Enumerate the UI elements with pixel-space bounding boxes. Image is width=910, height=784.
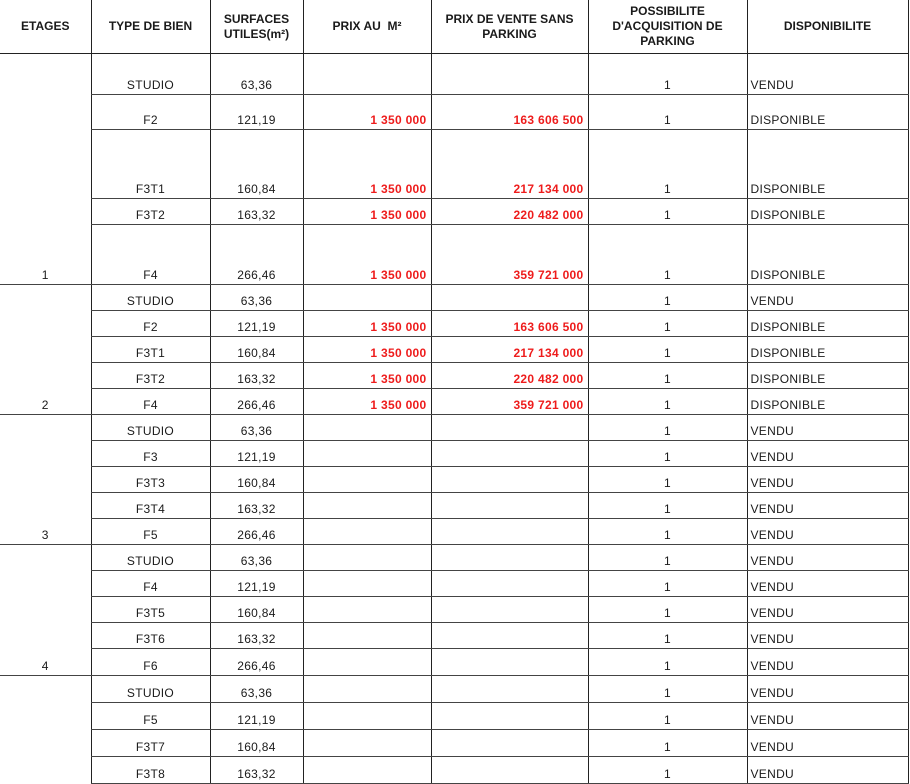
table-row xyxy=(0,415,908,441)
parking-cell: 1 xyxy=(588,571,747,597)
prix-m2-cell xyxy=(303,623,431,649)
table-row xyxy=(0,623,908,649)
surface-cell: 63,36 xyxy=(210,545,303,571)
disponibilite-cell: VENDU xyxy=(747,441,908,467)
parking-cell: 1 xyxy=(588,623,747,649)
table-row xyxy=(0,597,908,623)
header-prix-vente-line2: PARKING xyxy=(482,26,537,41)
surface-cell: 121,19 xyxy=(210,311,303,337)
disponibilite-cell: DISPONIBLE xyxy=(747,389,908,415)
header-disponibilite-label: DISPONIBILITE xyxy=(783,19,872,33)
prix-vente-cell xyxy=(431,623,588,649)
disponibilite-cell: VENDU xyxy=(747,676,908,703)
header-type xyxy=(91,0,210,54)
surface-cell: 63,36 xyxy=(210,415,303,441)
floor-cell xyxy=(0,623,91,649)
surface-cell: 160,84 xyxy=(210,467,303,493)
disponibilite-cell: DISPONIBLE xyxy=(747,363,908,389)
type-cell: F3T1 xyxy=(91,130,210,199)
floor-cell xyxy=(0,95,91,130)
type-cell: STUDIO xyxy=(91,676,210,703)
prix-vente-cell xyxy=(431,597,588,623)
surface-cell: 160,84 xyxy=(210,730,303,757)
surface-cell: 121,19 xyxy=(210,95,303,130)
prix-vente-cell xyxy=(431,54,588,95)
prix-m2-cell: 1 350 000 xyxy=(303,130,431,199)
parking-cell: 1 xyxy=(588,493,747,519)
prix-vente-cell xyxy=(431,415,588,441)
table-row xyxy=(0,703,908,730)
table-row xyxy=(0,54,908,95)
surface-cell: 121,19 xyxy=(210,703,303,730)
floor-cell xyxy=(0,311,91,337)
type-cell: STUDIO xyxy=(91,415,210,441)
parking-cell: 1 xyxy=(588,676,747,703)
prix-vente-cell xyxy=(431,571,588,597)
surface-cell: 266,46 xyxy=(210,519,303,545)
parking-cell: 1 xyxy=(588,441,747,467)
disponibilite-cell: VENDU xyxy=(747,703,908,730)
prix-vente-cell: 217 134 000 xyxy=(431,337,588,363)
prix-m2-cell xyxy=(303,493,431,519)
surface-cell: 266,46 xyxy=(210,225,303,285)
surface-cell: 121,19 xyxy=(210,571,303,597)
prix-vente-cell xyxy=(431,703,588,730)
header-row xyxy=(0,0,908,54)
header-etages xyxy=(0,0,91,54)
header-disponibilite xyxy=(747,0,908,54)
surface-cell: 163,32 xyxy=(210,493,303,519)
type-cell: F3 xyxy=(91,441,210,467)
prix-vente-cell xyxy=(431,676,588,703)
disponibilite-cell: DISPONIBLE xyxy=(747,130,908,199)
prix-vente-cell: 220 482 000 xyxy=(431,363,588,389)
prix-m2-cell xyxy=(303,441,431,467)
prix-vente-cell xyxy=(431,545,588,571)
disponibilite-cell: DISPONIBLE xyxy=(747,337,908,363)
parking-cell: 1 xyxy=(588,467,747,493)
header-etages-label: ETAGES xyxy=(21,19,70,33)
header-type-label: TYPE DE BIEN xyxy=(108,19,193,33)
prix-vente-cell xyxy=(431,285,588,311)
type-cell: F3T3 xyxy=(91,467,210,493)
type-cell: F3T2 xyxy=(91,363,210,389)
disponibilite-cell: VENDU xyxy=(747,519,908,545)
floor-cell xyxy=(0,703,91,730)
table-row xyxy=(0,95,908,130)
table-row xyxy=(0,130,908,199)
floor-cell xyxy=(0,730,91,757)
prix-m2-cell: 1 350 000 xyxy=(303,389,431,415)
disponibilite-cell: VENDU xyxy=(747,285,908,311)
floor-cell: 3 xyxy=(0,519,91,545)
prix-m2-cell xyxy=(303,545,431,571)
parking-cell: 1 xyxy=(588,95,747,130)
floor-cell xyxy=(0,363,91,389)
parking-cell: 1 xyxy=(588,597,747,623)
surface-cell: 160,84 xyxy=(210,597,303,623)
parking-cell: 1 xyxy=(588,730,747,757)
type-cell: F3T8 xyxy=(91,757,210,784)
prix-m2-cell: 1 350 000 xyxy=(303,363,431,389)
floor-cell xyxy=(0,441,91,467)
header-prix-vente-line1: PRIX DE VENTE SANS xyxy=(445,11,574,26)
prix-m2-cell xyxy=(303,649,431,676)
table-row xyxy=(0,493,908,519)
prix-vente-cell: 163 606 500 xyxy=(431,95,588,130)
header-parking xyxy=(588,0,747,54)
floor-cell xyxy=(0,337,91,363)
surface-cell: 63,36 xyxy=(210,54,303,95)
parking-cell: 1 xyxy=(588,389,747,415)
disponibilite-cell: DISPONIBLE xyxy=(747,95,908,130)
header-prix-vente xyxy=(431,0,588,54)
prix-m2-cell: 1 350 000 xyxy=(303,199,431,225)
prix-m2-cell: 1 350 000 xyxy=(303,337,431,363)
header-surfaces xyxy=(210,0,303,54)
disponibilite-cell: VENDU xyxy=(747,571,908,597)
table-row xyxy=(0,676,908,703)
header-parking-line1: POSSIBILITE xyxy=(630,4,705,18)
floor-cell xyxy=(0,199,91,225)
disponibilite-cell: DISPONIBLE xyxy=(747,311,908,337)
type-cell: F6 xyxy=(91,649,210,676)
floor-cell: 2 xyxy=(0,389,91,415)
table-row xyxy=(0,311,908,337)
header-parking-line2: D'ACQUISITION DE xyxy=(612,19,723,33)
header-parking-line3: PARKING xyxy=(640,34,695,48)
prix-vente-cell: 220 482 000 xyxy=(431,199,588,225)
type-cell: STUDIO xyxy=(91,545,210,571)
type-cell: F4 xyxy=(91,225,210,285)
table-row xyxy=(0,730,908,757)
disponibilite-cell: VENDU xyxy=(747,415,908,441)
prix-vente-cell xyxy=(431,441,588,467)
disponibilite-cell: VENDU xyxy=(747,493,908,519)
disponibilite-cell: VENDU xyxy=(747,730,908,757)
prix-m2-cell: 1 350 000 xyxy=(303,311,431,337)
type-cell: F5 xyxy=(91,703,210,730)
disponibilite-cell: VENDU xyxy=(747,545,908,571)
prix-m2-cell xyxy=(303,703,431,730)
prix-m2-cell xyxy=(303,467,431,493)
table-row xyxy=(0,225,908,285)
prix-m2-cell xyxy=(303,571,431,597)
type-cell: F3T4 xyxy=(91,493,210,519)
table-row xyxy=(0,285,908,311)
prix-m2-cell xyxy=(303,597,431,623)
table-row xyxy=(0,649,908,676)
parking-cell: 1 xyxy=(588,311,747,337)
table-row xyxy=(0,571,908,597)
surface-cell: 163,32 xyxy=(210,623,303,649)
parking-cell: 1 xyxy=(588,225,747,285)
parking-cell: 1 xyxy=(588,519,747,545)
surface-cell: 160,84 xyxy=(210,337,303,363)
disponibilite-cell: VENDU xyxy=(747,597,908,623)
surface-cell: 63,36 xyxy=(210,285,303,311)
type-cell: F4 xyxy=(91,389,210,415)
prix-m2-cell: 1 350 000 xyxy=(303,225,431,285)
prix-vente-cell: 217 134 000 xyxy=(431,130,588,199)
prix-vente-cell: 359 721 000 xyxy=(431,225,588,285)
type-cell: STUDIO xyxy=(91,285,210,311)
disponibilite-cell: DISPONIBLE xyxy=(747,199,908,225)
header-prix-m2 xyxy=(303,0,431,54)
disponibilite-cell: VENDU xyxy=(747,757,908,784)
parking-cell: 1 xyxy=(588,757,747,784)
table-row xyxy=(0,467,908,493)
surface-cell: 121,19 xyxy=(210,441,303,467)
table-row xyxy=(0,363,908,389)
prix-vente-cell xyxy=(431,649,588,676)
floor-cell: 4 xyxy=(0,649,91,676)
floor-cell xyxy=(0,54,91,95)
disponibilite-cell: VENDU xyxy=(747,467,908,493)
prix-m2-cell xyxy=(303,54,431,95)
floor-cell xyxy=(0,597,91,623)
surface-cell: 163,32 xyxy=(210,363,303,389)
surface-cell: 163,32 xyxy=(210,199,303,225)
prix-vente-cell xyxy=(431,519,588,545)
floor-cell xyxy=(0,285,91,311)
parking-cell: 1 xyxy=(588,130,747,199)
parking-cell: 1 xyxy=(588,337,747,363)
prix-m2-cell xyxy=(303,730,431,757)
parking-cell: 1 xyxy=(588,363,747,389)
type-cell: F3T1 xyxy=(91,337,210,363)
prix-vente-cell xyxy=(431,493,588,519)
parking-cell: 1 xyxy=(588,649,747,676)
prix-m2-cell xyxy=(303,415,431,441)
header-prix-m2-label: PRIX AU M² xyxy=(332,19,402,33)
parking-cell: 1 xyxy=(588,545,747,571)
type-cell: F3T7 xyxy=(91,730,210,757)
type-cell: F4 xyxy=(91,571,210,597)
surface-cell: 163,32 xyxy=(210,757,303,784)
table-row xyxy=(0,389,908,415)
disponibilite-cell: VENDU xyxy=(747,623,908,649)
table-row xyxy=(0,441,908,467)
header-surfaces-line2: UTILES(m²) xyxy=(223,26,290,41)
disponibilite-cell: VENDU xyxy=(747,54,908,95)
type-cell: F3T6 xyxy=(91,623,210,649)
surface-cell: 63,36 xyxy=(210,676,303,703)
table-row xyxy=(0,545,908,571)
floor-cell xyxy=(0,676,91,703)
floor-cell: 1 xyxy=(0,225,91,285)
surface-cell: 160,84 xyxy=(210,130,303,199)
parking-cell: 1 xyxy=(588,54,747,95)
floor-cell xyxy=(0,571,91,597)
prix-vente-cell: 359 721 000 xyxy=(431,389,588,415)
parking-cell: 1 xyxy=(588,415,747,441)
disponibilite-cell: VENDU xyxy=(747,649,908,676)
parking-cell: 1 xyxy=(588,285,747,311)
type-cell: F2 xyxy=(91,95,210,130)
floor-cell xyxy=(0,493,91,519)
prix-vente-cell: 163 606 500 xyxy=(431,311,588,337)
floor-cell xyxy=(0,130,91,199)
header-surfaces-line1: SURFACES xyxy=(223,11,290,26)
prix-m2-cell: 1 350 000 xyxy=(303,95,431,130)
floor-cell xyxy=(0,415,91,441)
prix-vente-cell xyxy=(431,467,588,493)
table-row xyxy=(0,519,908,545)
type-cell: F5 xyxy=(91,519,210,545)
floor-cell xyxy=(0,467,91,493)
prix-m2-cell xyxy=(303,285,431,311)
disponibilite-cell: DISPONIBLE xyxy=(747,225,908,285)
prix-m2-cell xyxy=(303,519,431,545)
type-cell: F3T5 xyxy=(91,597,210,623)
type-cell: STUDIO xyxy=(91,54,210,95)
parking-cell: 1 xyxy=(588,703,747,730)
surface-cell: 266,46 xyxy=(210,389,303,415)
table-row xyxy=(0,199,908,225)
surface-cell: 266,46 xyxy=(210,649,303,676)
type-cell: F3T2 xyxy=(91,199,210,225)
parking-cell: 1 xyxy=(588,199,747,225)
prix-vente-cell xyxy=(431,730,588,757)
prix-m2-cell xyxy=(303,676,431,703)
type-cell: F2 xyxy=(91,311,210,337)
table-row xyxy=(0,337,908,363)
floor-cell xyxy=(0,545,91,571)
